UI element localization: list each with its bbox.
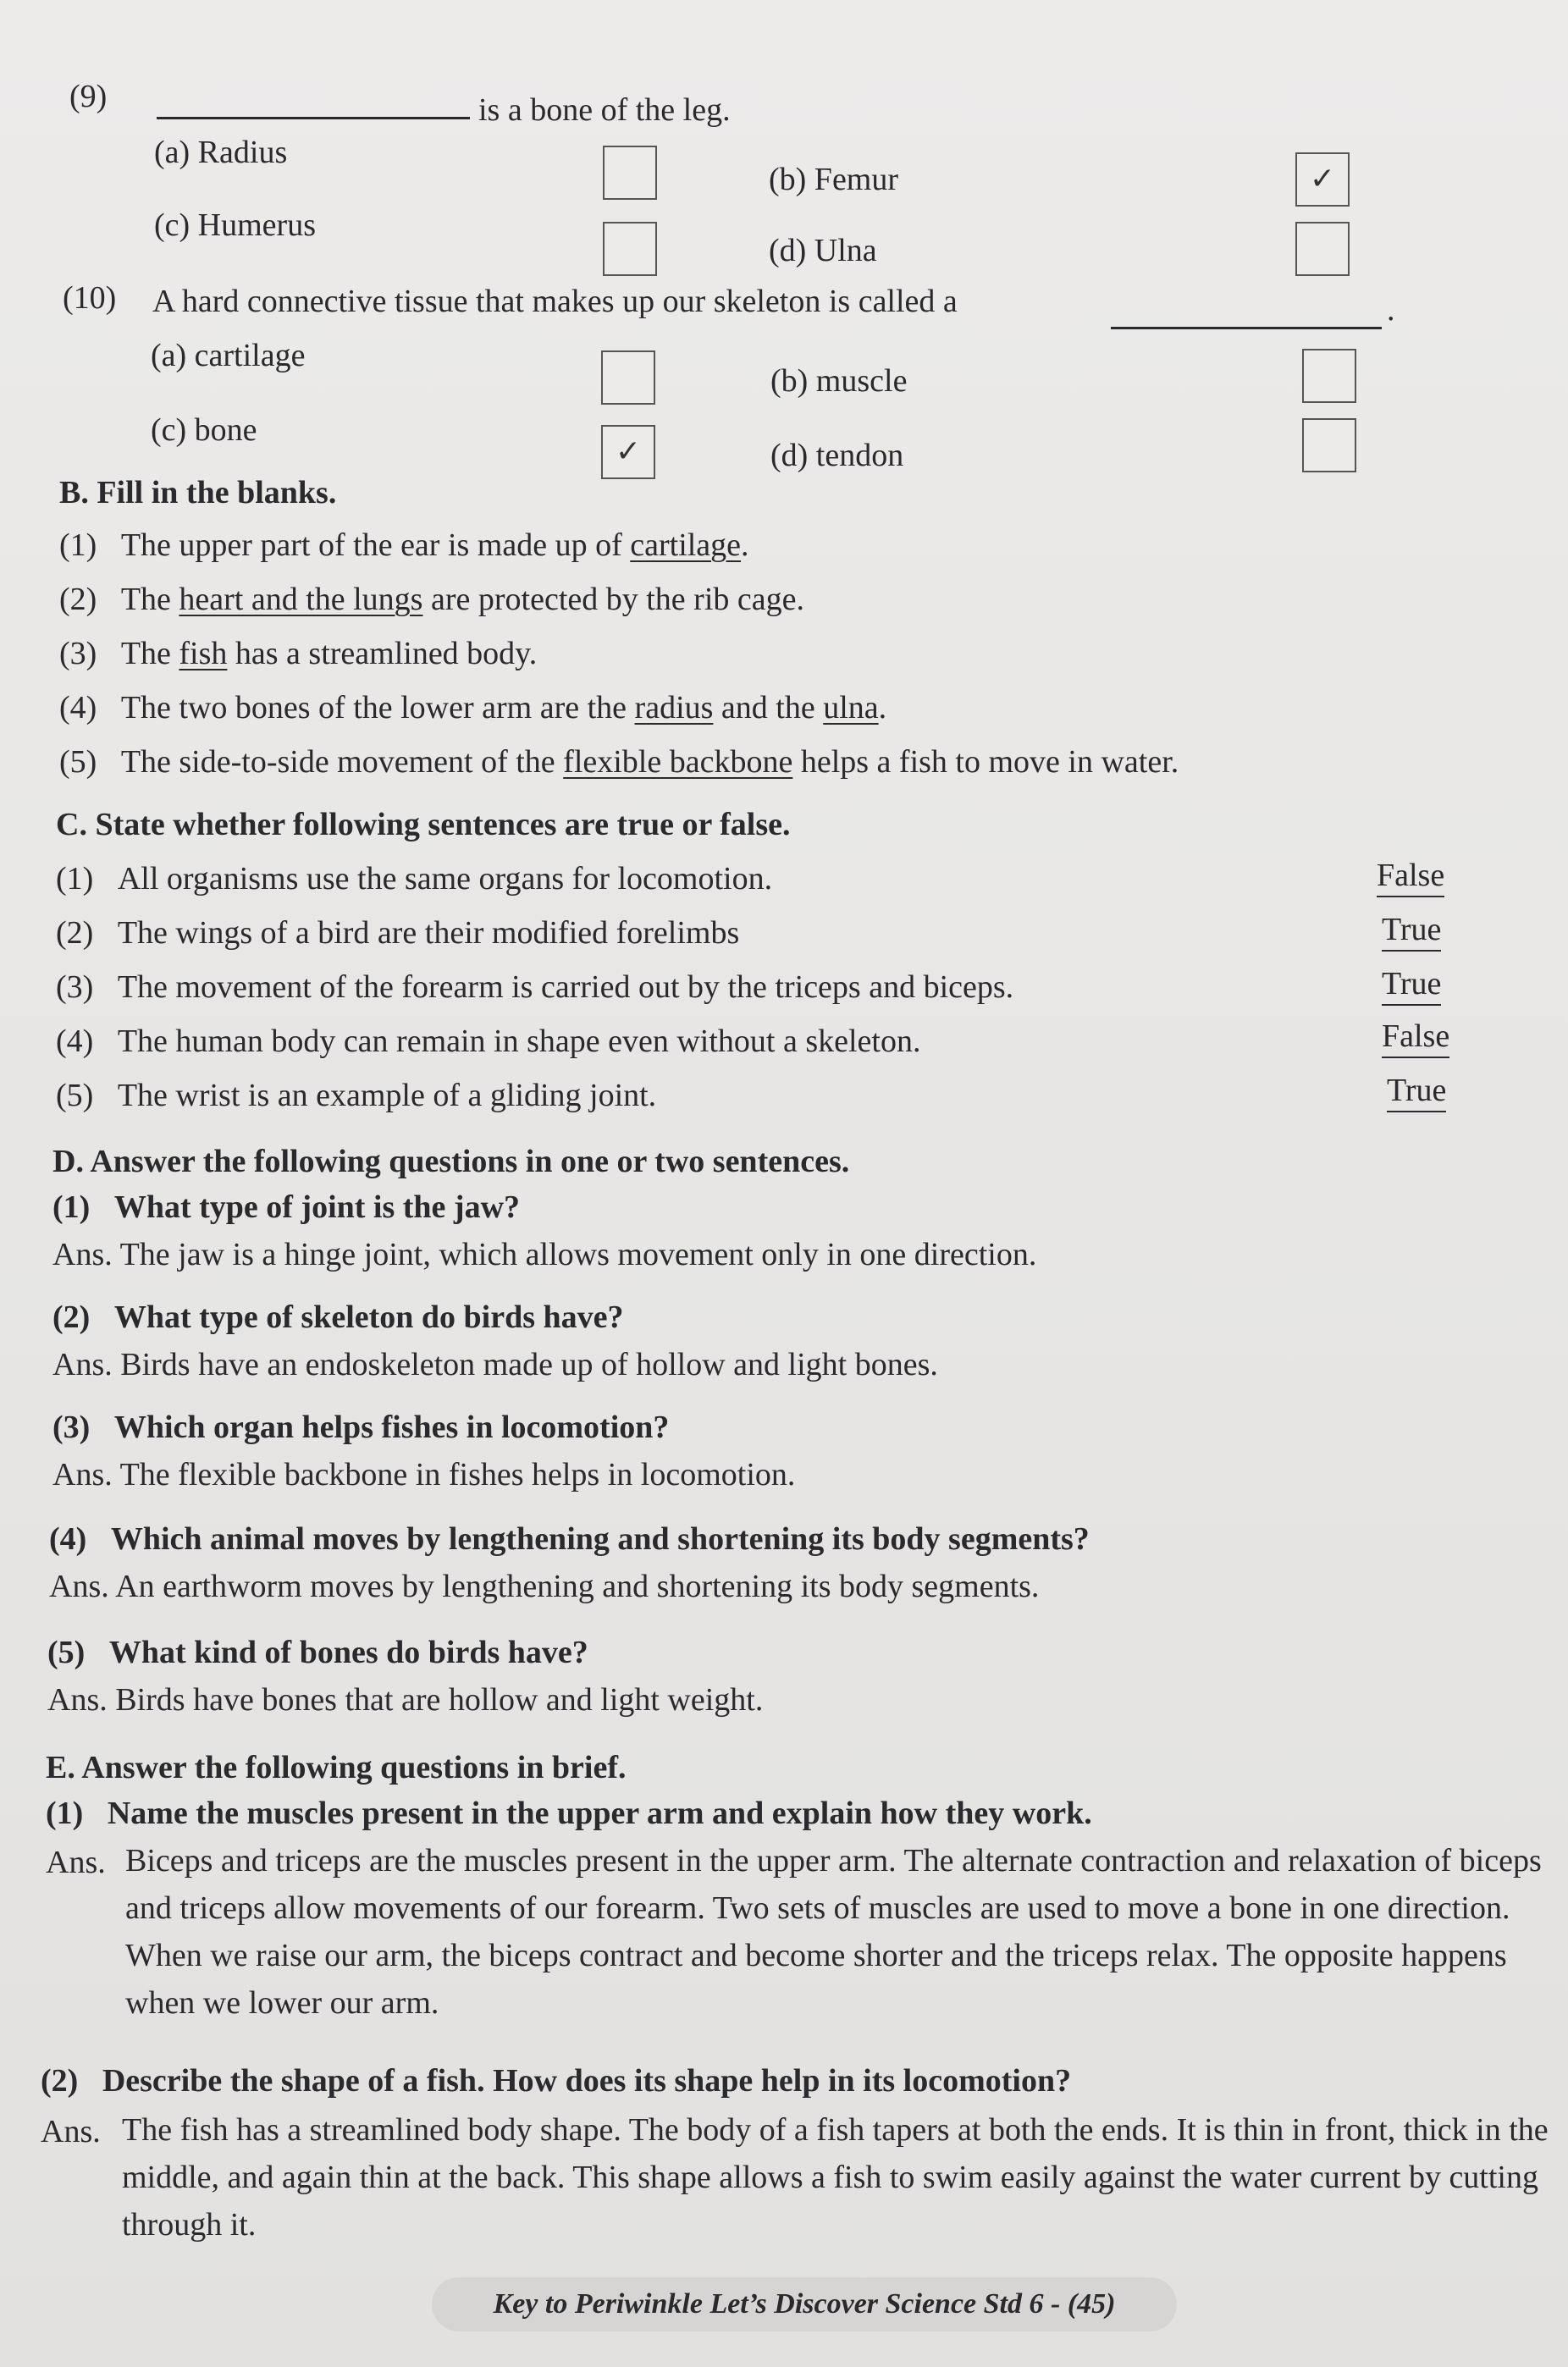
option-a-checkbox	[601, 350, 655, 405]
true-false-answer: True	[1382, 965, 1441, 1006]
true-false-item: (1) All organisms use the same organs for locomotion.	[56, 861, 773, 897]
answer: Ans. The jaw is a hinge joint, which allows movement only in one direction.	[52, 1237, 1037, 1272]
section-heading: E. Answer the following questions in brief.	[46, 1750, 627, 1785]
option-d-checkbox	[1302, 418, 1356, 472]
answer: Ans. Birds have an endoskeleton made up of hollow and light bones.	[52, 1347, 938, 1382]
fill-blank-item: (1) The upper part of the ear is made up of cartilage.	[59, 527, 749, 563]
filled-answer: ulna	[823, 690, 879, 726]
fill-blank-item: (3) The fish has a streamlined body.	[59, 636, 538, 671]
option-b-checkbox	[1302, 349, 1356, 403]
fill-blank-item: (5) The side-to-side movement of the flexible backbone helps a fish to move in water.	[59, 744, 1179, 780]
section-heading: D. Answer the following questions in one or two sentences.	[52, 1144, 850, 1179]
true-false-item: (3) The movement of the forearm is carried out by the triceps and biceps.	[56, 969, 1014, 1005]
answer-label: Ans.	[41, 2114, 101, 2149]
option-c: (c) bone	[151, 412, 257, 448]
question: (2) What type of skeleton do birds have?	[52, 1299, 624, 1335]
true-false-answer: False	[1382, 1018, 1449, 1058]
filled-answer: fish	[179, 636, 228, 671]
section-heading: B. Fill in the blanks.	[59, 475, 337, 510]
question: (5) What kind of bones do birds have?	[47, 1635, 588, 1670]
option-b-checkbox: ✓	[1295, 152, 1350, 207]
answer: Ans. An earthworm moves by lengthening and shortening its body segments.	[49, 1569, 1040, 1604]
answer: Ans. The flexible backbone in fishes helps in locomotion.	[52, 1457, 796, 1492]
page-footer: Key to Periwinkle Let’s Discover Science Std 6 - (45)	[432, 2277, 1177, 2331]
option-c-checkbox: ✓	[601, 425, 655, 479]
question: (1) What type of joint is the jaw?	[52, 1189, 521, 1225]
true-false-item: (4) The human body can remain in shape even without a skeleton.	[56, 1023, 921, 1059]
option-a: (a) Radius	[154, 135, 288, 170]
option-a: (a) cartilage	[151, 338, 306, 373]
filled-answer: radius	[634, 690, 714, 726]
answer: Ans. Birds have bones that are hollow and light weight.	[47, 1682, 764, 1718]
question: (3) Which organ helps fishes in locomotion?	[52, 1410, 670, 1445]
question-number: (9)	[69, 79, 108, 114]
question-number: (10)	[63, 280, 117, 316]
answer-paragraph: The fish has a streamlined body shape. The body of a fish tapers at both the ends. It is thin in front, thick in the middle, and again thin at the back. This shape allows a fish to swim easily against the water current by cutting through it.	[122, 2112, 1549, 2243]
answer-blank	[157, 85, 470, 119]
option-c-checkbox	[603, 222, 657, 276]
filled-answer: cartilage	[630, 527, 742, 563]
question: (2) Describe the shape of a fish. How does its shape help in its locomotion?	[41, 2063, 1072, 2099]
answer-paragraph: Biceps and triceps are the muscles present in the upper arm. The alternate contraction and relaxation of biceps and triceps allow movements of our forearm. Two sets of muscles are used to move a bone in one direction. When we raise our arm, the biceps contract and become shorter and the triceps relax. The opposite happens when we lower our arm.	[125, 1843, 1542, 2021]
option-b: (b) Femur	[769, 162, 899, 197]
true-false-answer: True	[1382, 911, 1441, 952]
option-d: (d) tendon	[770, 438, 904, 473]
option-d-checkbox	[1295, 222, 1350, 276]
question-text: A hard connective tissue that makes up our skeleton is called a	[152, 284, 958, 319]
true-false-answer: False	[1377, 857, 1444, 897]
true-false-item: (5) The wrist is an example of a gliding joint.	[56, 1078, 657, 1113]
option-a-checkbox	[603, 146, 657, 200]
filled-answer: heart and the lungs	[179, 582, 423, 617]
option-c: (c) Humerus	[154, 207, 316, 243]
question: (1) Name the muscles present in the upper arm and explain how they work.	[46, 1796, 1092, 1831]
option-d: (d) Ulna	[769, 233, 877, 268]
true-false-item: (2) The wings of a bird are their modified forelimbs	[56, 915, 740, 951]
question: (4) Which animal moves by lengthening and shortening its body segments?	[49, 1521, 1090, 1557]
true-false-answer: True	[1387, 1072, 1446, 1112]
sentence-end: .	[1387, 292, 1395, 328]
section-heading: C. State whether following sentences are true or false.	[56, 807, 791, 842]
fill-blank-item: (4) The two bones of the lower arm are the radius and the ulna.	[59, 690, 887, 726]
question-text: is a bone of the leg.	[478, 92, 731, 128]
fill-blank-item: (2) The heart and the lungs are protected by the rib cage.	[59, 582, 804, 617]
answer-label: Ans.	[46, 1845, 106, 1880]
answer-blank	[1111, 298, 1382, 329]
filled-answer: flexible backbone	[563, 744, 793, 780]
option-b: (b) muscle	[770, 363, 908, 399]
